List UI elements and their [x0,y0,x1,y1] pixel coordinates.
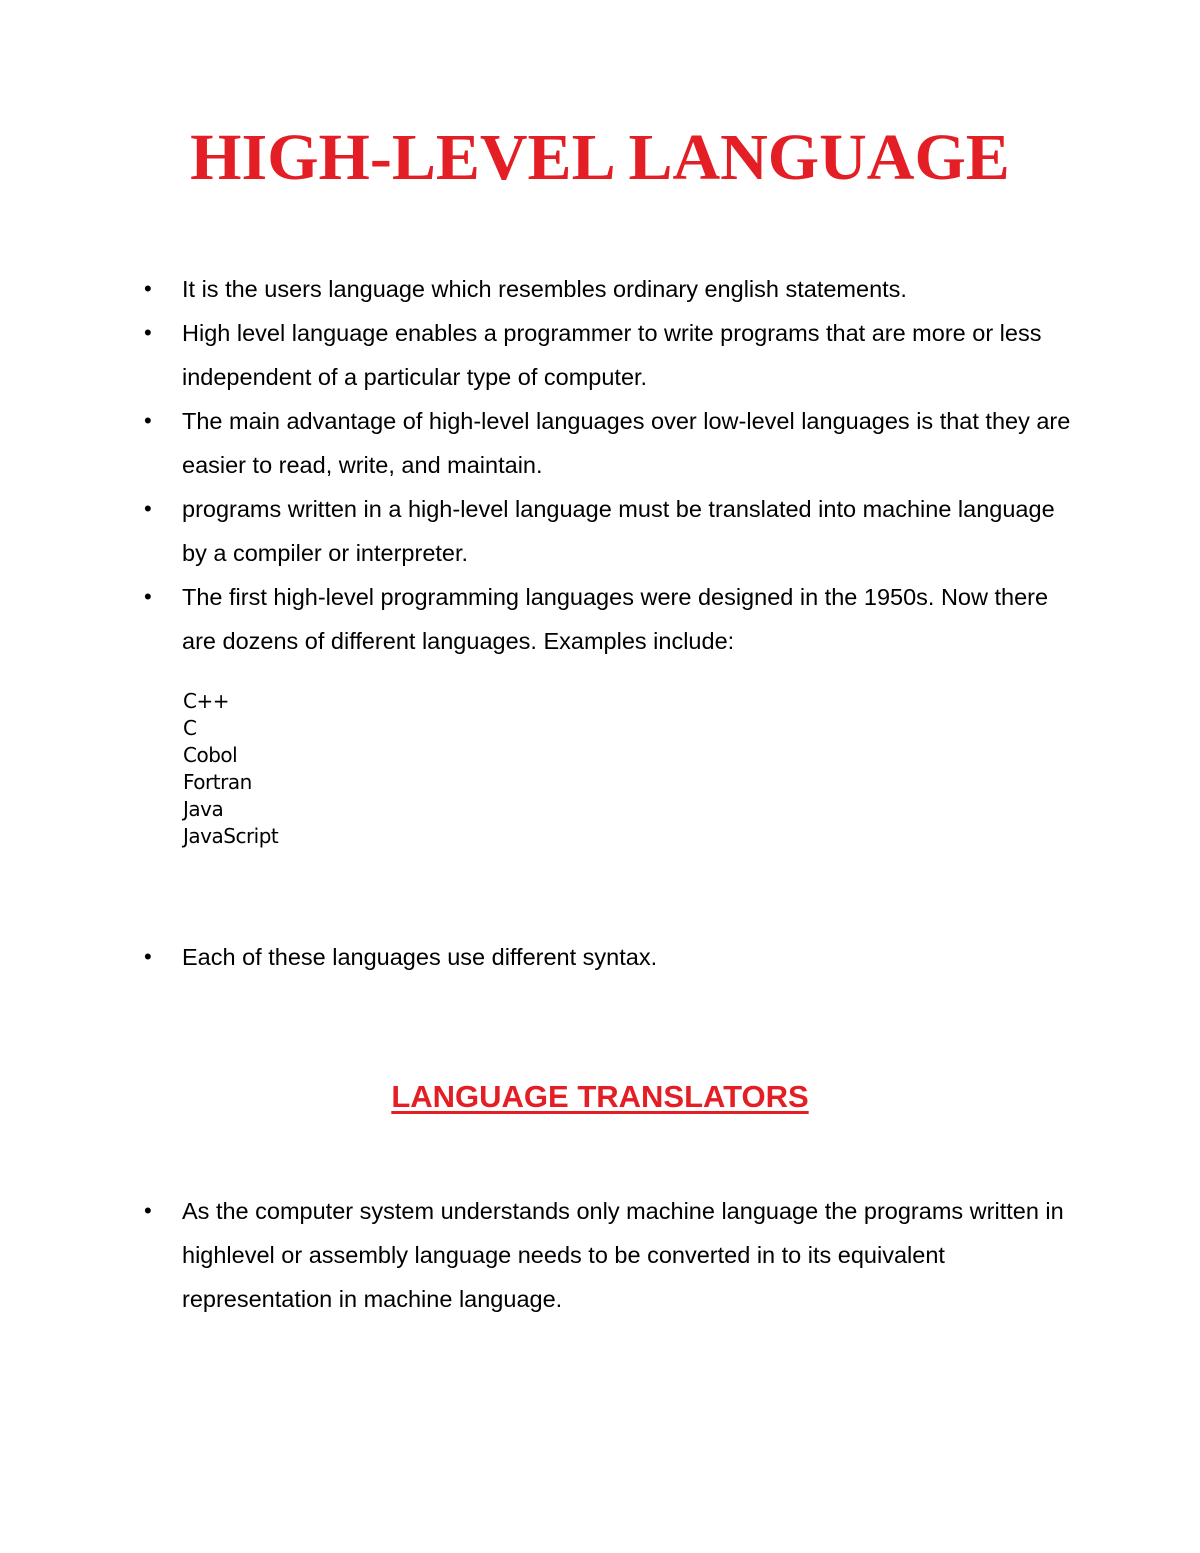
example-language: Fortran [183,770,252,794]
list-item-text: programs written in a high-level language must be translated into machine language by a compiler or interpreter. [182,496,1055,566]
list-item [0,487,1082,575]
bullet-icon: • [144,944,152,969]
example-language: C++ [183,689,229,713]
example-language: Java [183,797,224,821]
example-language: JavaScript [183,824,279,848]
list-item-text: As the computer system understands only machine language the programs written in highlevel or assembly language needs to be converted in to its equivalent representation in machine language. [182,1198,1064,1312]
bullet-list [0,267,1200,663]
list-item-text: The main advantage of high-level languages over low-level languages is that they are easier to read, write, and maintain. [182,408,1071,478]
list-item [0,935,1082,979]
bullet-icon: • [144,276,152,301]
section-heading: LANGUAGE TRANSLATORS [391,1079,809,1114]
list-item-text: High level language enables a programmer to write programs that are more or less independent of a particular type of computer. [182,320,1042,390]
examples-list [183,688,278,850]
translator-bullet [0,1189,1200,1321]
list-item [0,267,1082,311]
example-language: C [183,716,197,740]
list-item [0,575,1082,663]
list-item [0,399,1082,487]
syntax-bullet [0,935,1200,979]
bullet-icon: • [144,584,152,609]
list-item [0,311,1082,399]
list-item-text: It is the users language which resembles ordinary english statements. [182,276,907,302]
list-item-text: Each of these languages use different syntax. [182,944,658,970]
example-language: Cobol [183,743,238,767]
bullet-icon: • [144,320,152,345]
page-title: HIGH-LEVEL LANGUAGE [190,121,1010,194]
bullet-icon: • [144,1198,152,1223]
bullet-icon: • [144,496,152,521]
bullet-icon: • [144,408,152,433]
list-item-text: The first high-level programming languages were designed in the 1950s. Now there are dozens of different languages. Examples include: [182,584,1049,654]
list-item [0,1189,1082,1321]
